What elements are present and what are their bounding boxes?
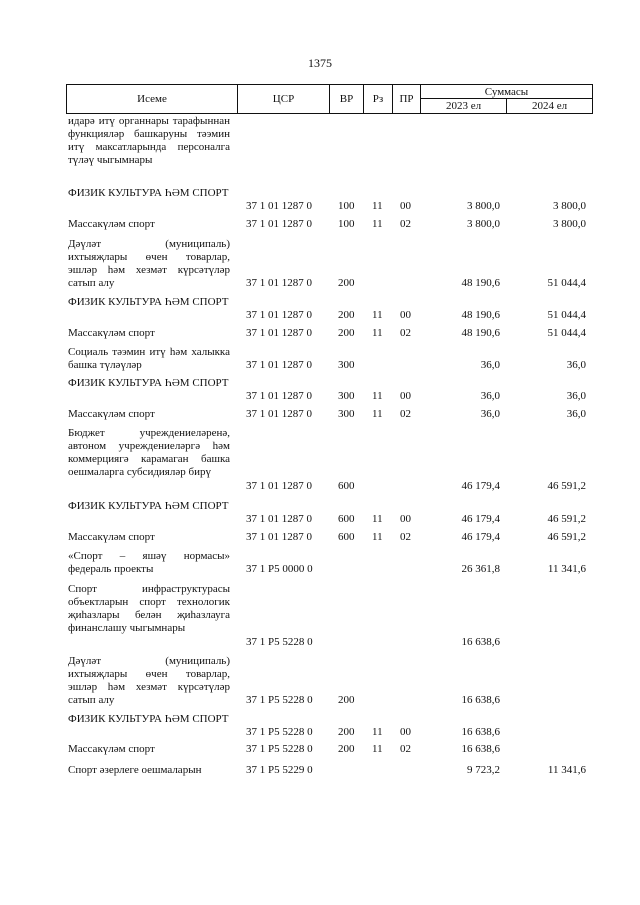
row-sum-2023: 16 638,6 — [461, 743, 500, 755]
table-row — [0, 296, 640, 322]
row-name: идарә итү органнары тарафыннан функцияләр башкаруны тәэмин итү максатларында персоналга түләү чыгымнары — [68, 115, 230, 166]
row-sum-2023: 9 723,2 — [467, 764, 500, 776]
row-vr: 200 — [338, 309, 355, 321]
row-rz: 11 — [372, 726, 383, 738]
row-sum-2024: 36,0 — [566, 359, 586, 371]
row-sum-2023: 16 638,6 — [461, 636, 500, 648]
table-row — [0, 743, 640, 756]
row-csr: 37 1 P5 5229 0 — [246, 764, 313, 776]
row-sum-2024: 3 800,0 — [553, 218, 586, 230]
row-vr: 600 — [338, 531, 355, 543]
row-sum-2024: 36,0 — [566, 390, 586, 402]
row-vr: 300 — [338, 408, 355, 420]
row-pr: 00 — [400, 309, 411, 321]
row-csr: 37 1 P5 5228 0 — [246, 636, 313, 648]
row-csr: 37 1 P5 5228 0 — [246, 694, 313, 706]
row-sum-2024: 36,0 — [566, 408, 586, 420]
table-row — [0, 713, 640, 739]
row-csr: 37 1 01 1287 0 — [246, 390, 312, 402]
row-sum-2023: 16 638,6 — [461, 726, 500, 738]
row-rz: 11 — [372, 200, 383, 212]
row-name: ФИЗИК КУЛЬТУРА ҺӘМ СПОРТ — [68, 296, 229, 308]
row-vr: 200 — [338, 726, 355, 738]
row-name: Массакүләм спорт — [68, 531, 155, 543]
table-row — [0, 531, 640, 544]
row-rz: 11 — [372, 390, 383, 402]
header-name: Исеме — [66, 84, 238, 114]
row-name: Бюджет учреждениеләренә, автоном учреждениеләргә һәм коммерциягә карамаган башка оешмаларга субсидияләр бирү — [68, 427, 230, 478]
row-pr: 00 — [400, 390, 411, 402]
row-rz: 11 — [372, 218, 383, 230]
row-csr: 37 1 01 1287 0 — [246, 531, 312, 543]
row-vr: 200 — [338, 327, 355, 339]
table-row — [0, 327, 640, 340]
row-csr: 37 1 01 1287 0 — [246, 309, 312, 321]
row-vr: 600 — [338, 513, 355, 525]
row-sum-2024: 46 591,2 — [547, 480, 586, 492]
page-number: 1375 — [308, 56, 332, 70]
row-sum-2023: 48 190,6 — [461, 309, 500, 321]
row-vr: 300 — [338, 359, 355, 371]
table-row — [0, 583, 640, 649]
row-sum-2024: 51 044,4 — [547, 327, 586, 339]
row-vr: 200 — [338, 277, 355, 289]
row-sum-2023: 36,0 — [480, 408, 500, 420]
row-pr: 02 — [400, 408, 411, 420]
header-sums: Суммасы — [420, 84, 593, 99]
row-sum-2024: 51 044,4 — [547, 309, 586, 321]
table-row — [0, 346, 640, 372]
row-pr: 00 — [400, 513, 411, 525]
row-sum-2023: 48 190,6 — [461, 327, 500, 339]
row-sum-2023: 3 800,0 — [467, 200, 500, 212]
table-row — [0, 500, 640, 526]
row-csr: 37 1 01 1287 0 — [246, 513, 312, 525]
row-name: Спорт инфраструктурасы объектларын спорт технологик җиһазлары белән җиһазлауга финанслашу чыгымнары — [68, 583, 230, 634]
row-csr: 37 1 P5 5228 0 — [246, 726, 313, 738]
table-row — [0, 764, 640, 777]
row-csr: 37 1 P5 0000 0 — [246, 563, 313, 575]
table-row — [0, 427, 640, 493]
row-name: ФИЗИК КУЛЬТУРА ҺӘМ СПОРТ — [68, 377, 229, 389]
row-sum-2023: 3 800,0 — [467, 218, 500, 230]
row-csr: 37 1 01 1287 0 — [246, 200, 312, 212]
row-sum-2023: 46 179,4 — [461, 531, 500, 543]
row-vr: 600 — [338, 480, 355, 492]
row-rz: 11 — [372, 743, 383, 755]
header-vr: ВР — [329, 84, 364, 114]
row-rz: 11 — [372, 531, 383, 543]
row-rz: 11 — [372, 513, 383, 525]
row-pr: 02 — [400, 743, 411, 755]
header-csr: ЦСР — [237, 84, 330, 114]
row-sum-2024: 46 591,2 — [547, 531, 586, 543]
row-sum-2024: 11 341,6 — [547, 764, 586, 776]
table-row — [0, 655, 640, 707]
row-name: ФИЗИК КУЛЬТУРА ҺӘМ СПОРТ — [68, 713, 229, 725]
row-name: «Спорт – яшәү нормасы» федераль проекты — [68, 550, 230, 575]
table-row — [0, 238, 640, 290]
table-row — [0, 218, 640, 231]
row-sum-2024: 46 591,2 — [547, 513, 586, 525]
row-name: Массакүләм спорт — [68, 408, 155, 420]
row-sum-2023: 46 179,4 — [461, 480, 500, 492]
row-name: Дәүләт (муниципаль) ихтыяҗлары өчен товарлар, эшләр һәм хезмәт күрсәтүләр сатып алу — [68, 238, 230, 289]
row-name: ФИЗИК КУЛЬТУРА ҺӘМ СПОРТ — [68, 500, 229, 512]
row-vr: 300 — [338, 390, 355, 402]
row-rz: 11 — [372, 408, 383, 420]
row-rz: 11 — [372, 327, 383, 339]
row-csr: 37 1 01 1287 0 — [246, 480, 312, 492]
row-pr: 02 — [400, 327, 411, 339]
row-name: Спорт әзерлеге оешмаларын — [68, 764, 202, 776]
row-name: Массакүләм спорт — [68, 743, 155, 755]
row-rz: 11 — [372, 309, 383, 321]
row-csr: 37 1 P5 5228 0 — [246, 743, 313, 755]
row-sum-2023: 16 638,6 — [461, 694, 500, 706]
row-name: Массакүләм спорт — [68, 218, 155, 230]
row-vr: 200 — [338, 743, 355, 755]
row-pr: 02 — [400, 531, 411, 543]
row-sum-2024: 11 341,6 — [547, 563, 586, 575]
header-year-2023: 2023 ел — [420, 98, 507, 114]
row-sum-2024: 3 800,0 — [553, 200, 586, 212]
table-row — [0, 187, 640, 213]
row-csr: 37 1 01 1287 0 — [246, 408, 312, 420]
row-name: Дәүләт (муниципаль) ихтыяҗлары өчен товарлар, эшләр һәм хезмәт күрсәтүләр сатып алу — [68, 655, 230, 706]
row-sum-2023: 36,0 — [480, 390, 500, 402]
row-vr: 100 — [338, 200, 355, 212]
row-sum-2024: 51 044,4 — [547, 277, 586, 289]
row-name: Социаль тәэмин итү һәм халыкка башка түләүләр — [68, 346, 230, 371]
header-pr: ПР — [392, 84, 421, 114]
row-csr: 37 1 01 1287 0 — [246, 359, 312, 371]
table-row — [0, 377, 640, 403]
table-row — [0, 550, 640, 576]
row-vr: 100 — [338, 218, 355, 230]
row-pr: 00 — [400, 726, 411, 738]
row-pr: 00 — [400, 200, 411, 212]
header-year-2024: 2024 ел — [506, 98, 593, 114]
row-vr: 200 — [338, 694, 355, 706]
table-row — [0, 115, 640, 180]
row-name: Массакүләм спорт — [68, 327, 155, 339]
row-sum-2023: 48 190,6 — [461, 277, 500, 289]
header-rz: Рз — [363, 84, 393, 114]
row-pr: 02 — [400, 218, 411, 230]
row-name: ФИЗИК КУЛЬТУРА ҺӘМ СПОРТ — [68, 187, 229, 199]
row-csr: 37 1 01 1287 0 — [246, 277, 312, 289]
row-sum-2023: 36,0 — [480, 359, 500, 371]
row-sum-2023: 46 179,4 — [461, 513, 500, 525]
table-row — [0, 408, 640, 421]
row-csr: 37 1 01 1287 0 — [246, 218, 312, 230]
row-sum-2023: 26 361,8 — [461, 563, 500, 575]
row-csr: 37 1 01 1287 0 — [246, 327, 312, 339]
